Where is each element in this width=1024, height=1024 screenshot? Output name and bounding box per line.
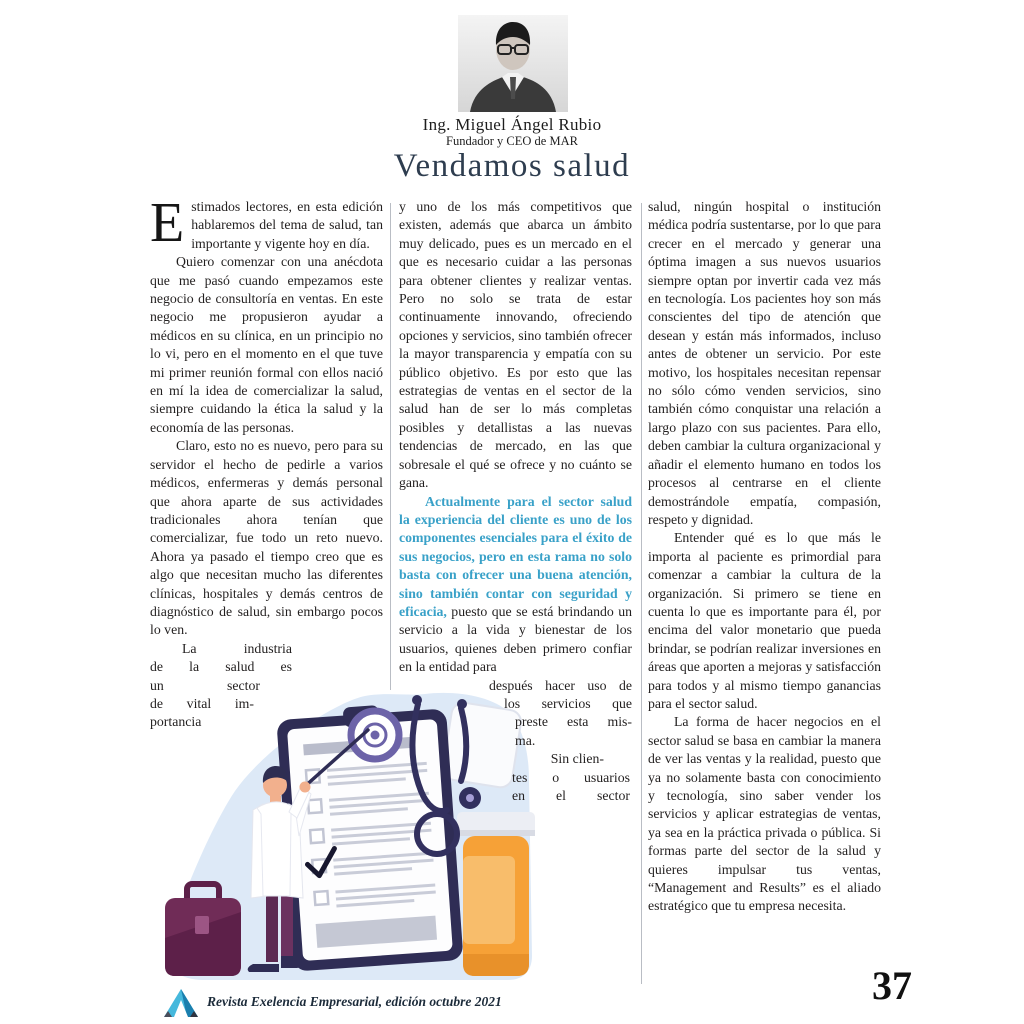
paragraph: salud, ningún hospital o institución médica podría sustentarse, por lo que para crecer en el mercado y generar una óptima imagen a sus nuevos usuarios siempre optan por invertir cada vez más en tecnología. Los pacientes hoy son más conscientes del tipo de atención que desean y están más informados, incluso antes de obtener un servicio. Por este motivo, los hospitales necesitan repensar no sólo cómo venden servicios, sino también cómo conquistar una relación a largo plazo con sus pacientes. Para ello, deben cambiar la cultura organizacional y añadir el elemento humano en todos los procesos al centrarse en el cliente demostrándole empatía, compasión, respeto y dignidad. xyxy=(648,199,881,527)
paragraph: y uno de los más competitivos que existen, además que abarca un ámbito muy delicado, pues es un mercado en el que es necesario cuidar a las personas para obtener clientes y realizar ventas. Pero no solo se trata de estar continuamente innovando, ofreciendo opciones y servicios, sino también ofrecer la mayor transparencia y empatía con su público objetivo. Es por esto que las estrategias de ventas en el sector de la salud han de ser lo más completas posibles y detallistas a las nuevas tendencias de mercado, en las que sobresale el qué se ofrece y no cuánto se gana. xyxy=(399,199,632,491)
page-number: 37 xyxy=(872,963,912,1008)
wrapped-lines: después hacer uso de los servicios que preste esta mis- ma. xyxy=(489,677,632,748)
paragraph: Entender qué es lo que más le importa al paciente es primordial para comenzar a cambiar la cultura de la organización. Si primero se tiene en cuenta lo que es importante para él, por encima del valor monetario que pueda brindar, se podrían realizar inversiones en áreas que aporten a mejoras y satisfacción para todos y al mismo tiempo ganancias para el sector salud. xyxy=(648,530,881,711)
column-divider xyxy=(390,203,391,690)
author-title: Fundador y CEO de MAR xyxy=(446,134,578,148)
paragraph: Claro, esto no es nuevo, pero para su servidor el hecho de pedirle a varios médicos, enfermeras y demás personal que ahora aparte de sus actividades tradicionales ahora tenían que comercializar, fue todo un reto nuevo. Ahora ya pasado el tiempo creo que es algo que necesitan mucho las diferentes clínicas, hospitales y demás centros de diagnóstico de salud, sin embargo pocos lo ven. xyxy=(150,438,383,638)
highlighted-text: Actualmente para el sector salud la experiencia del cliente es uno de los componentes esenciales para el éxito de sus negocios, pero en esta rama no solo basta con ofrecer una buena atención, sino también contar con seguridad y eficacia, xyxy=(399,493,632,619)
text-column-1 xyxy=(150,192,383,732)
paragraph: Estimados lectores, en esta edición hablaremos del tema de salud, tan importante y vigente hoy en día. xyxy=(150,192,383,254)
magazine-logo-icon xyxy=(163,988,199,1018)
page-title: Vendamos salud xyxy=(393,148,631,184)
magazine-credit: Revista Exelencia Empresarial, edición octubre 2021 xyxy=(207,994,502,1009)
author-photo xyxy=(458,15,568,112)
paragraph: Actualmente para el sector salud la experiencia del cliente es uno de los componentes esenciales para el éxito de sus negocios, pero en esta rama no solo basta con ofrecer una buena atención, sino también contar con seguridad y eficacia, puesto que se está brindando un servicio a la vida y bienestar de los usuarios, quienes deben primero confiar en la entidad para xyxy=(399,493,632,675)
paragraph: Quiero comenzar con una anécdota que me pasó cuando empezamos este negocio de consultoría en ventas. En este negocio me propusieron ayudar a médicos en su clínica, en un principio no lo vi, pero en el momento en el que tuve mi primer reunión formal con ellos nació en mí la idea de comercializar la salud, siempre cuidando la ética la salud y la economía de las personas. xyxy=(150,254,383,435)
text-column-2 xyxy=(399,198,632,805)
wrapped-lines: Sin clien- tes o usuarios en el sector xyxy=(512,751,630,803)
text-column-3 xyxy=(648,198,881,916)
paragraph: La forma de hacer negocios en el sector salud se basa en cambiar la manera de ver las ventas y la realidad, puesto que ya no solamente basta con conocimiento y tecnología, sino saber vender los servicios y aplicar estrategias de ventas, ya sea en la práctica privada o pública. Si formas parte del sector de la salud y quieres impulsar tus ventas, “Management and Results” es el aliado estratégico que tu empresa necesita. xyxy=(648,714,881,914)
column-divider xyxy=(641,203,642,984)
wrapped-lines: La industria de la salud es un sector de vital im- portancia xyxy=(150,640,292,730)
author-name: Ing. Miguel Ángel Rubio xyxy=(422,115,602,134)
dropcap: E xyxy=(150,192,185,254)
